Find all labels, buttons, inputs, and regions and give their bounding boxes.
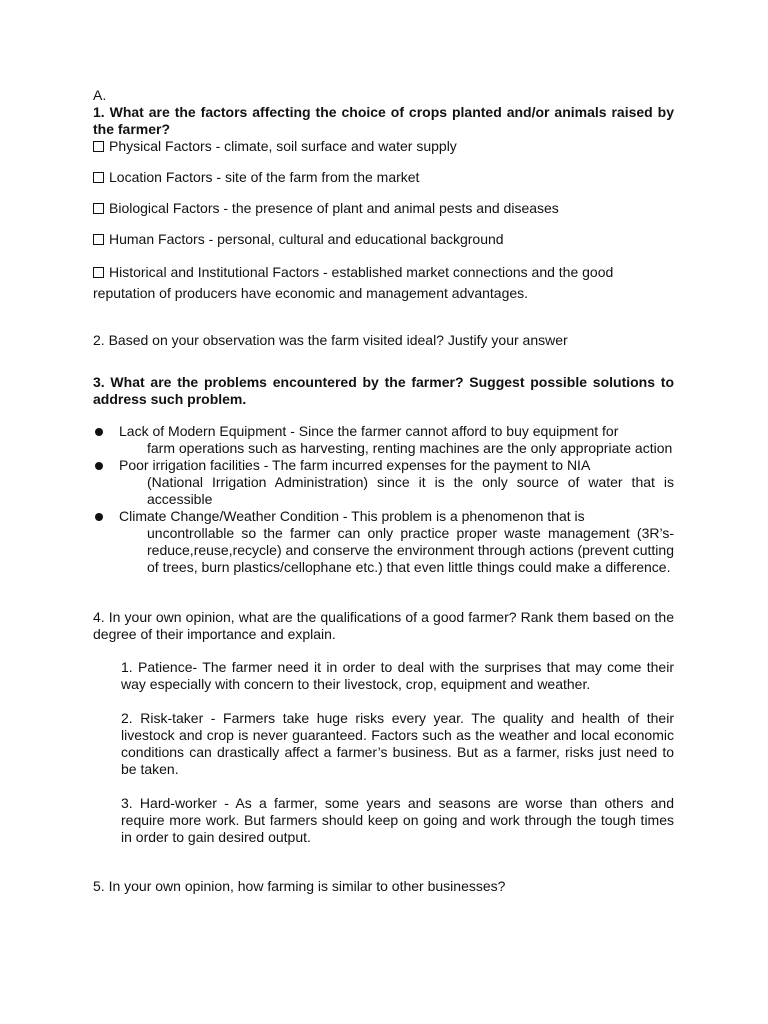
factor-item [93, 231, 674, 248]
factor-item [93, 262, 674, 304]
question-4: 4. In your own opinion, what are the qualifications of a good farmer? Rank them based on the degree of their importance and explain. [93, 609, 674, 642]
factor-list [93, 138, 674, 304]
factor-text: Human Factors - personal, cultural and educational background [109, 231, 504, 247]
problem-first-line: Poor irrigation facilities - The farm incurred expenses for the payment to NIA [119, 457, 591, 473]
problem-rest: (National Irrigation Administration) since it is the only source of water that is accessible [147, 474, 674, 507]
problem-rest: farm operations such as harvesting, renting machines are the only appropriate action [147, 440, 673, 456]
qualification-item: 2. Risk-taker - Farmers take huge risks every year. The quality and health of their livestock and crop is never guaranteed. Factors such as the weather and local economic conditions can drastically affect a farmer’s business. But as a farmer, risks just need to be taken. [121, 710, 674, 777]
checkbox-glyph-icon [93, 141, 104, 152]
problem-list [93, 423, 674, 576]
problem-first-line: Climate Change/Weather Condition - This problem is a phenomenon that is [119, 508, 585, 524]
problem-item [93, 423, 674, 457]
section-label: A. [93, 87, 107, 103]
bullet-icon [95, 513, 103, 521]
qualification-item: 3. Hard-worker - As a farmer, some years and seasons are worse than others and require more work. But farmers should keep on going and work through the tough times in order to gain desired output. [121, 795, 674, 845]
question-2: 2. Based on your observation was the farm visited ideal? Justify your answer [93, 332, 568, 348]
factor-item [93, 169, 674, 186]
document-content [93, 87, 674, 895]
problem-item [93, 457, 674, 508]
qualification-list [121, 659, 674, 846]
factor-item [93, 138, 674, 155]
problem-rest: uncontrollable so the farmer can only practice proper waste management (3R’s-reduce,reuse,recycle) and conserve the environment through actions (prevent cutting of trees, burn plastics/cellophane etc.) that even little things could make a difference. [147, 525, 674, 575]
question-1: 1. What are the factors affecting the choice of crops planted and/or animals raised by the farmer? [93, 104, 674, 137]
factor-text: Location Factors - site of the farm from the market [109, 169, 420, 185]
problem-first-line: Lack of Modern Equipment - Since the farmer cannot afford to buy equipment for [119, 423, 619, 439]
checkbox-glyph-icon [93, 234, 104, 245]
bullet-icon [95, 428, 103, 436]
question-3: 3. What are the problems encountered by the farmer? Suggest possible solutions to address such problem. [93, 374, 674, 407]
factor-text: Biological Factors - the presence of plant and animal pests and diseases [109, 200, 559, 216]
question-5: 5. In your own opinion, how farming is similar to other businesses? [93, 878, 506, 894]
factor-text: Physical Factors - climate, soil surface and water supply [109, 138, 457, 154]
checkbox-glyph-icon [93, 172, 104, 183]
checkbox-glyph-icon [93, 203, 104, 214]
factor-text: Historical and Institutional Factors - established market connections and the good reputation of producers have economic and management advantages. [93, 264, 614, 301]
factor-item [93, 200, 674, 217]
checkbox-glyph-icon [93, 267, 104, 278]
bullet-icon [95, 462, 103, 470]
problem-item [93, 508, 674, 576]
qualification-item: 1. Patience- The farmer need it in order to deal with the surprises that may come their way especially with concern to their livestock, crop, equipment and weather. [121, 659, 674, 692]
